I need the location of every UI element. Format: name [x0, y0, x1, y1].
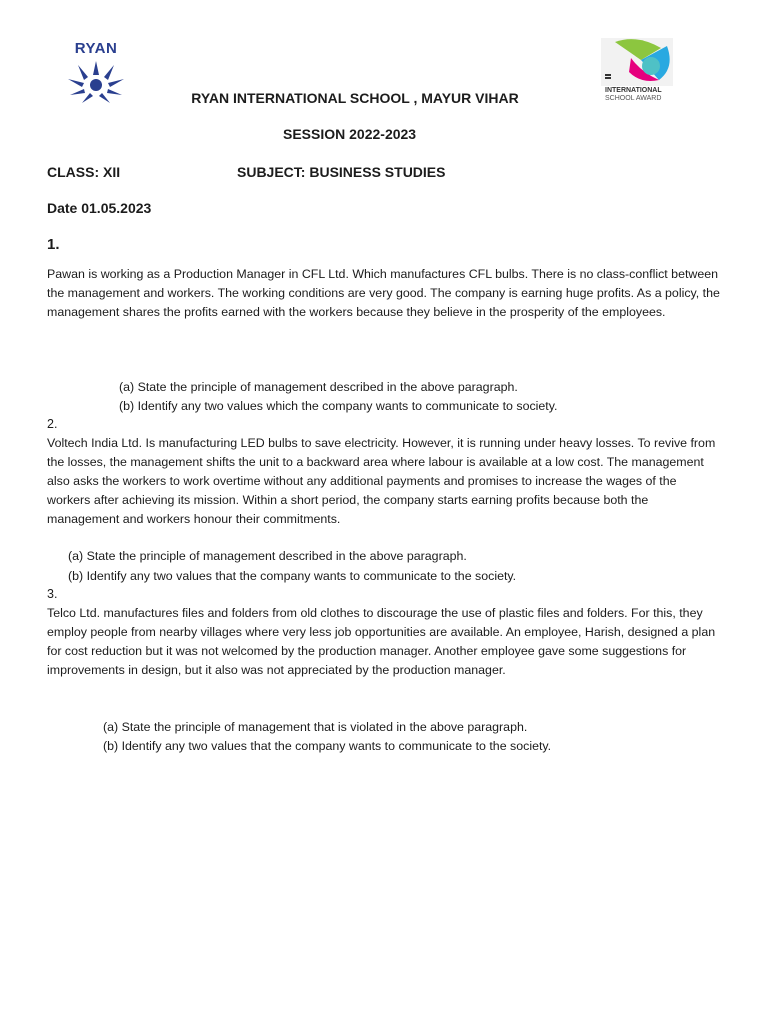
ryan-logo-text: RYAN	[74, 40, 118, 57]
question-3-part-b: (b) Identify any two values that the company wants to communicate to the society.	[103, 739, 552, 753]
subject-label: SUBJECT: BUSINESS STUDIES	[237, 164, 446, 180]
session-label: SESSION 2022-2023	[283, 126, 417, 142]
question-2-number: 2.	[47, 417, 58, 431]
award-emblem-icon	[601, 38, 673, 86]
school-title: RYAN INTERNATIONAL SCHOOL , MAYUR VIHAR	[191, 90, 519, 106]
question-1-number: 1.	[47, 236, 60, 253]
award-logo-title: INTERNATIONAL	[605, 87, 662, 94]
class-label: CLASS: XII	[47, 164, 121, 180]
date-label: Date 01.05.2023	[47, 200, 152, 216]
question-2-part-b: (b) Identify any two values that the company wants to communicate to the society.	[68, 569, 517, 583]
question-1-part-a: (a) State the principle of management described in the above paragraph.	[119, 380, 518, 394]
question-3-part-a: (a) State the principle of management that is violated in the above paragraph.	[103, 720, 528, 734]
award-logo-subtitle: SCHOOL AWARD	[605, 95, 662, 102]
question-3-text: Telco Ltd. manufactures files and folders from old clothes to discourage the use of plastic files and folders. For this, they employ people from nearby villages where very less job opportunities are available. An employee, Harish, designed a plan for cost reduction but it was not welcomed by the production manager. Another employee gave some suggestions for improvements in design, but it also was not appreciated by the production manager.	[47, 606, 716, 677]
question-3-number: 3.	[47, 587, 58, 601]
question-1-part-b: (b) Identify any two values which the company wants to communicate to society.	[119, 399, 558, 413]
question-2-text: Voltech India Ltd. Is manufacturing LED bulbs to save electricity. However, it is running under heavy losses. To revive from the losses, the management shifts the unit to a backward area where labour is available at a low cost. The management also asks the workers to work overtime without any additional payments and promises to increase the wages of the workers after achieving its mission. Within a short period, the company starts earning profits because both the management and workers honour their commitments.	[47, 436, 716, 526]
question-2-part-a: (a) State the principle of management described in the above paragraph.	[68, 549, 467, 563]
question-1-text: Pawan is working as a Production Manager in CFL Ltd. Which manufactures CFL bulbs. There is no class-conflict between the management and workers. The working conditions are very good. The company is earning huge profits. As a policy, the management shares the profits earned with the workers because they believe in the prosperity of the employees.	[47, 267, 720, 319]
